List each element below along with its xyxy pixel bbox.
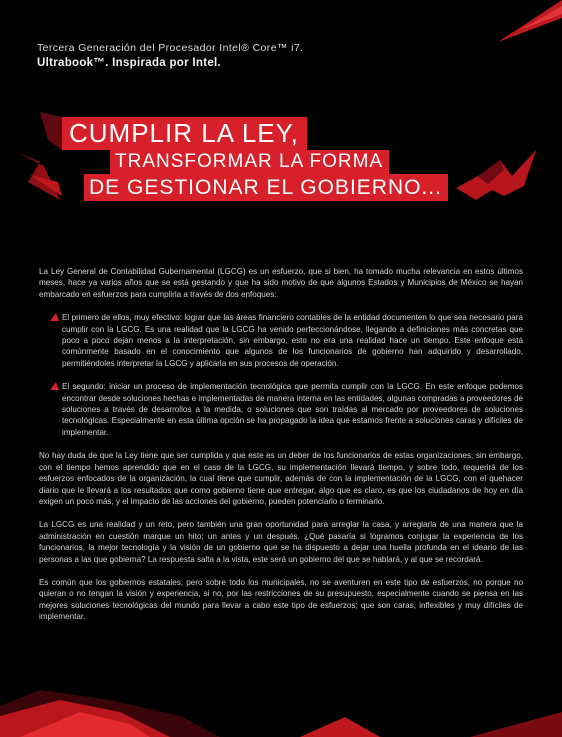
bullet-text-2: El segundo: iniciar un proceso de implementación tecnológica que permita cumplir con la LGCG. En este enfoque podemos encontrar desde soluciones hechas e implementadas de manera interna en las entidades, algunas compradas a proveedores de soluciones a través de desarrollos a la medida, o soluciones que son traídas al mercado por proveedores de soluciones tecnológicas. Especialmente en esta última opción se ha propagado la idea que estamos frente a soluciones caras y difíciles de implementar. [62,382,523,437]
paragraph-3: La LGCG es una realidad y un reto, pero también una gran oportunidad para arreglar la casa, y arreglarla de una manera que la administración en cuestión marque un hito; un antes y un después. ¿Qué pasaría si logramos conjugar la experiencia de los funcionarios, la mejor tecnología y la visión de un gobierno que se ha dispuesto a dejar una huella profunda en el ideario de las personas a las que gobierna? La respuesta salta a la vista, este será un gobierno del que se hablará, y al que se recordará. [39,520,523,564]
headline-line-2: TRANSFORMAR LA FORMA [110,150,389,174]
bullet-text-1: El primero de ellos, muy efectivo: lograr que las áreas financiero contables de la entidad documenten lo que sea necesario para cumplir con la LGCG. Es una realidad que la LGCG ha venido perfeccionándose, llegando a definiciones más concretas que poco a poco dejan menos a la interpretación, sin embargo, esto no era una realidad hace un tiempo. Este enfoque está comúnmente basado en el conocimiento que algunos de los funcionarios de gobierno han adquirido y desarrollado, permitiéndoles interpretar la LGCG y aplicarla en sus procesos de operación. [62,313,523,368]
bullet-item-2 [39,381,523,438]
header [37,41,303,71]
header-line-2: Ultrabook™. Inspirada por Intel. [37,57,222,69]
headline-line-1: CUMPLIR LA LEY, [62,117,307,150]
intro-paragraph: La Ley General de Contabilidad Gubernamental (LGCG) es un esfuerzo, que si bien, ha tomado mucha relevancia en estos últimos meses, hace ya varios años que se está gestando y que ha sido motivo de que algunos Estados y Municipios de México se hayan embarcado en esfuerzos para cumplirla a través de dos enfoques: [39,267,523,299]
paragraph-4: Es común que los gobiernos estatales, pero sobre todo los municipales, no se aventuren en este tipo de esfuerzos, no porque no quieran o no tengan la visión y experiencia, si no, por las restricciones de su presupuesto, especialmente cuando se piensa en las mejores soluciones tecnológicas del mundo para llevar a cabo este tipo de esfuerzos; que son caras, inflexibles y muy difíciles de implementar. [39,577,523,622]
article-body [39,266,523,635]
bullet-item-1 [39,312,523,369]
paragraph-2: No hay duda de que la Ley tiene que ser cumplida y que este es un deber de los funcionarios de estas organizaciones, sin embargo, con el tiempo hemos aprendido que en el caso de la LGCG, su implementación llevará tiempo, y sobre todo, requerirá de los esfuerzos enfocados de la organización, la cual tiene que cumplir, además de con la implementación de la LGCG, con el quehacer diario que le llevará a los resultados que como gobierno tiene que entregar, algo que es claro, es que los ciudadanos de hoy en día exigen un poco más, y el impacto de las acciones del gobierno, pueden potenciarlo o terminarlo. [39,451,523,506]
red-triangle-bullet-icon [50,313,59,321]
red-triangle-bullet-icon [50,382,59,390]
headline-line-3: DE GESTIONAR EL GOBIERNO... [84,174,448,201]
header-line-1: Tercera Generación del Procesador Intel® Core™ i7. [37,42,304,54]
